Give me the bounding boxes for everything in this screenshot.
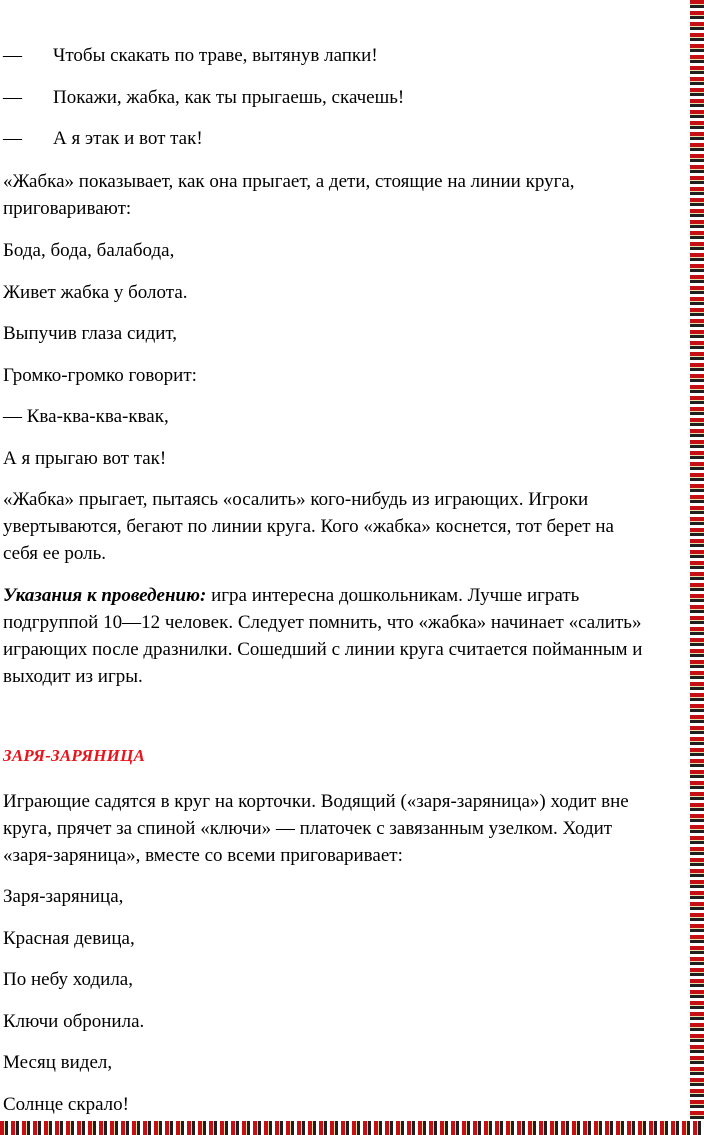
paragraph bbox=[3, 486, 693, 567]
paragraph-line: приговаривают: bbox=[3, 198, 132, 219]
dialogue-text: А я этак и вот так! bbox=[53, 128, 203, 149]
decorative-border-bottom bbox=[0, 1121, 704, 1135]
paragraph bbox=[3, 168, 693, 222]
verse-line: Заря-заряница, bbox=[3, 886, 124, 907]
section-heading: ЗАРЯ-ЗАРЯНИЦА bbox=[3, 746, 146, 765]
instructions-paragraph bbox=[3, 582, 693, 690]
verse-line: Ключи обронила. bbox=[3, 1011, 145, 1032]
verse-line: Живет жабка у болота. bbox=[3, 282, 188, 303]
paragraph-line: играющих после дразнилки. Сошедший с линии круга считается пойманным и bbox=[3, 639, 643, 660]
paragraph-line: себя ее роль. bbox=[3, 543, 107, 564]
verse-line: Красная девица, bbox=[3, 928, 135, 949]
paragraph-line: круга, прячет за спиной «ключи» — платочек с завязанным узелком. Ходит bbox=[3, 818, 613, 839]
paragraph-line bbox=[3, 582, 693, 609]
dialogue-dash: — bbox=[3, 45, 22, 66]
verse-line: Месяц видел, bbox=[3, 1052, 113, 1073]
verse-line: Солнце скрало! bbox=[3, 1094, 129, 1115]
verse-line: Выпучив глаза сидит, bbox=[3, 323, 178, 344]
verse-line: По небу ходила, bbox=[3, 969, 133, 990]
instructions-text: игра интересна дошкольникам. Лучше играть bbox=[206, 585, 580, 606]
paragraph bbox=[3, 788, 693, 869]
paragraph-line: «Жабка» прыгает, пытаясь «осалить» кого-нибудь из играющих. Игроки bbox=[3, 489, 589, 510]
verse-line: А я прыгаю вот так! bbox=[3, 448, 167, 469]
decorative-border-right bbox=[690, 0, 704, 1135]
paragraph-line: «Жабка» показывает, как она прыгает, а дети, стоящие на линии круга, bbox=[3, 171, 575, 192]
verse-line: — Ква-ква-ква-квак, bbox=[3, 406, 169, 427]
paragraph-line: выходит из игры. bbox=[3, 666, 143, 687]
verse-line: Бода, бода, балабода, bbox=[3, 240, 175, 261]
instructions-lead: Указания к проведению: bbox=[3, 585, 207, 606]
dialogue-text: Чтобы скакать по траве, вытянув лапки! bbox=[53, 45, 378, 66]
paragraph-line: «заря-заряница», вместе со всеми приговаривает: bbox=[3, 845, 403, 866]
paragraph-line: увертываются, бегают по линии круга. Кого «жабка» коснется, тот берет на bbox=[3, 516, 614, 537]
dialogue-dash: — bbox=[3, 128, 22, 149]
paragraph-line: подгруппой 10—12 человек. Следует помнить, что «жабка» начинает «салить» bbox=[3, 612, 642, 633]
paragraph-line: Играющие садятся в круг на корточки. Водящий («заря-заряница») ходит вне bbox=[3, 791, 629, 812]
dialogue-text: Покажи, жабка, как ты прыгаешь, скачешь! bbox=[53, 87, 405, 108]
dialogue-dash: — bbox=[3, 87, 22, 108]
verse-line: Громко-громко говорит: bbox=[3, 365, 197, 386]
